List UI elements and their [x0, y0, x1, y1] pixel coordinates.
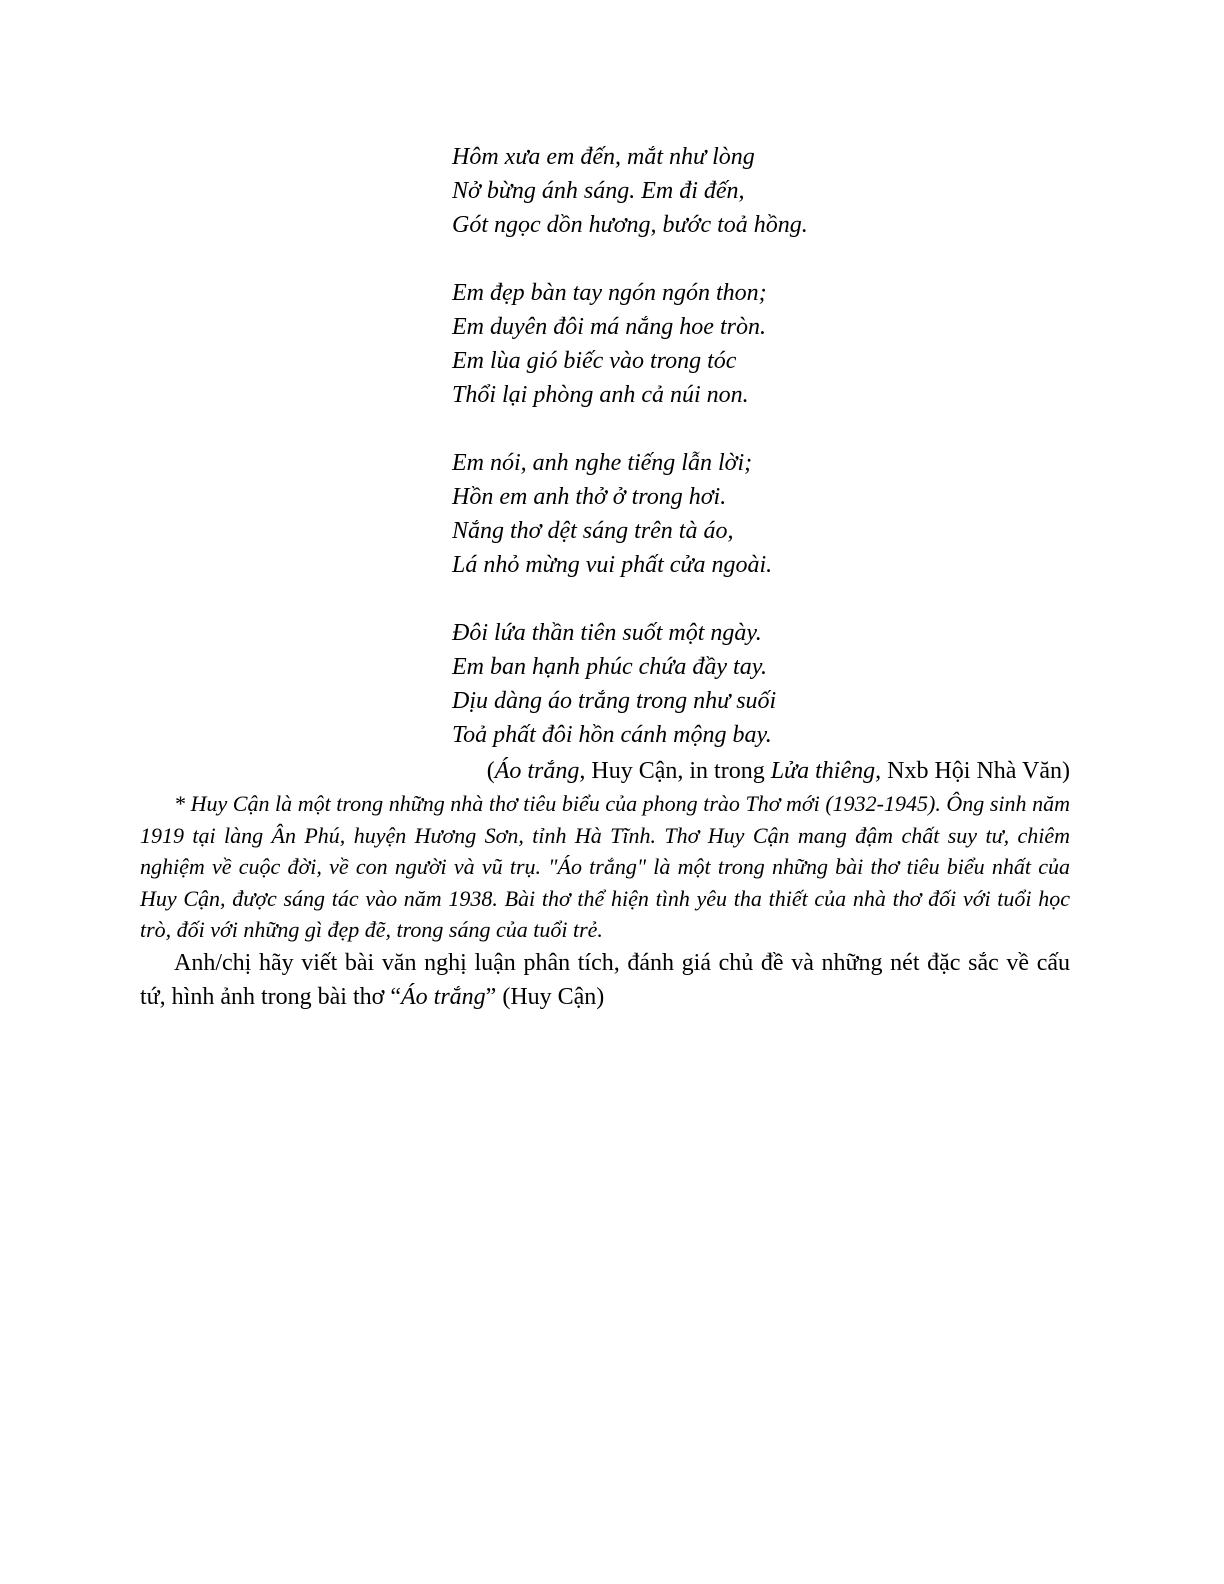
poem: [452, 140, 808, 752]
poem-stanza-4: [452, 616, 808, 752]
poem-line: Em đẹp bàn tay ngón ngón thon;: [452, 280, 767, 306]
poem-line: Em nói, anh nghe tiếng lẫn lời;: [452, 450, 753, 476]
prompt-text-before: Anh/chị hãy viết bài văn nghị luận phân tích, đánh giá chủ đề và những nét đặc sắc về cấu tứ, hình ảnh trong bài thơ “: [140, 950, 1070, 1010]
source-poem-title: Áo trắng,: [494, 758, 586, 784]
poem-line: Dịu dàng áo trắng trong như suối: [452, 688, 777, 714]
poem-line: Toả phất đôi hồn cánh mộng bay.: [452, 722, 772, 748]
author-note: * Huy Cận là một trong những nhà thơ tiêu biểu của phong trào Thơ mới (1932-1945). Ông sinh năm 1919 tại làng Ân Phú, huyện Hương Sơn, tỉnh Hà Tĩnh. Thơ Huy Cận mang đậm chất suy tư, chiêm nghiệm về cuộc đời, về con người và vũ trụ. "Áo trắng" là một trong những bài thơ tiêu biểu nhất của Huy Cận, được sáng tác vào năm 1938. Bài thơ thể hiện tình yêu tha thiết của nhà thơ đối với tuổi học trò, đối với những gì đẹp đẽ, trong sáng của tuổi trẻ.: [140, 791, 1070, 942]
poem-line: Hồn em anh thở ở trong hơi.: [452, 484, 727, 510]
poem-stanza-2: [452, 276, 808, 412]
poem-line: Lá nhỏ mừng vui phất cửa ngoài.: [452, 552, 773, 578]
essay-prompt: [140, 946, 1070, 1014]
poem-stanza-3: [452, 446, 808, 582]
source-collection: Lửa thiêng,: [770, 758, 882, 784]
poem-line: Hôm xưa em đến, mắt như lòng: [452, 144, 755, 170]
poem-source-citation: [140, 754, 1070, 788]
prompt-text-after: ” (Huy Cận): [485, 984, 605, 1010]
poem-line: Nắng thơ dệt sáng trên tà áo,: [452, 518, 734, 544]
poem-line: Thổi lại phòng anh cả núi non.: [452, 382, 749, 408]
poem-stanza-1: [452, 140, 808, 242]
poem-line: Em duyên đôi má nắng hoe tròn.: [452, 314, 766, 340]
poem-line: Em ban hạnh phúc chứa đầy tay.: [452, 654, 768, 680]
poem-line: Nở bừng ánh sáng. Em đi đến,: [452, 178, 745, 204]
source-publisher: Nxb Hội Nhà Văn): [881, 758, 1070, 784]
poem-line: Em lùa gió biếc vào trong tóc: [452, 348, 737, 374]
poem-line: Đôi lứa thần tiên suốt một ngày.: [452, 620, 762, 646]
source-author: Huy Cận, in trong: [585, 758, 771, 784]
prompt-poem-title: Áo trắng: [401, 984, 486, 1010]
poem-line: Gót ngọc dồn hương, bước toả hồng.: [452, 212, 808, 238]
source-open-paren: (: [486, 758, 495, 784]
